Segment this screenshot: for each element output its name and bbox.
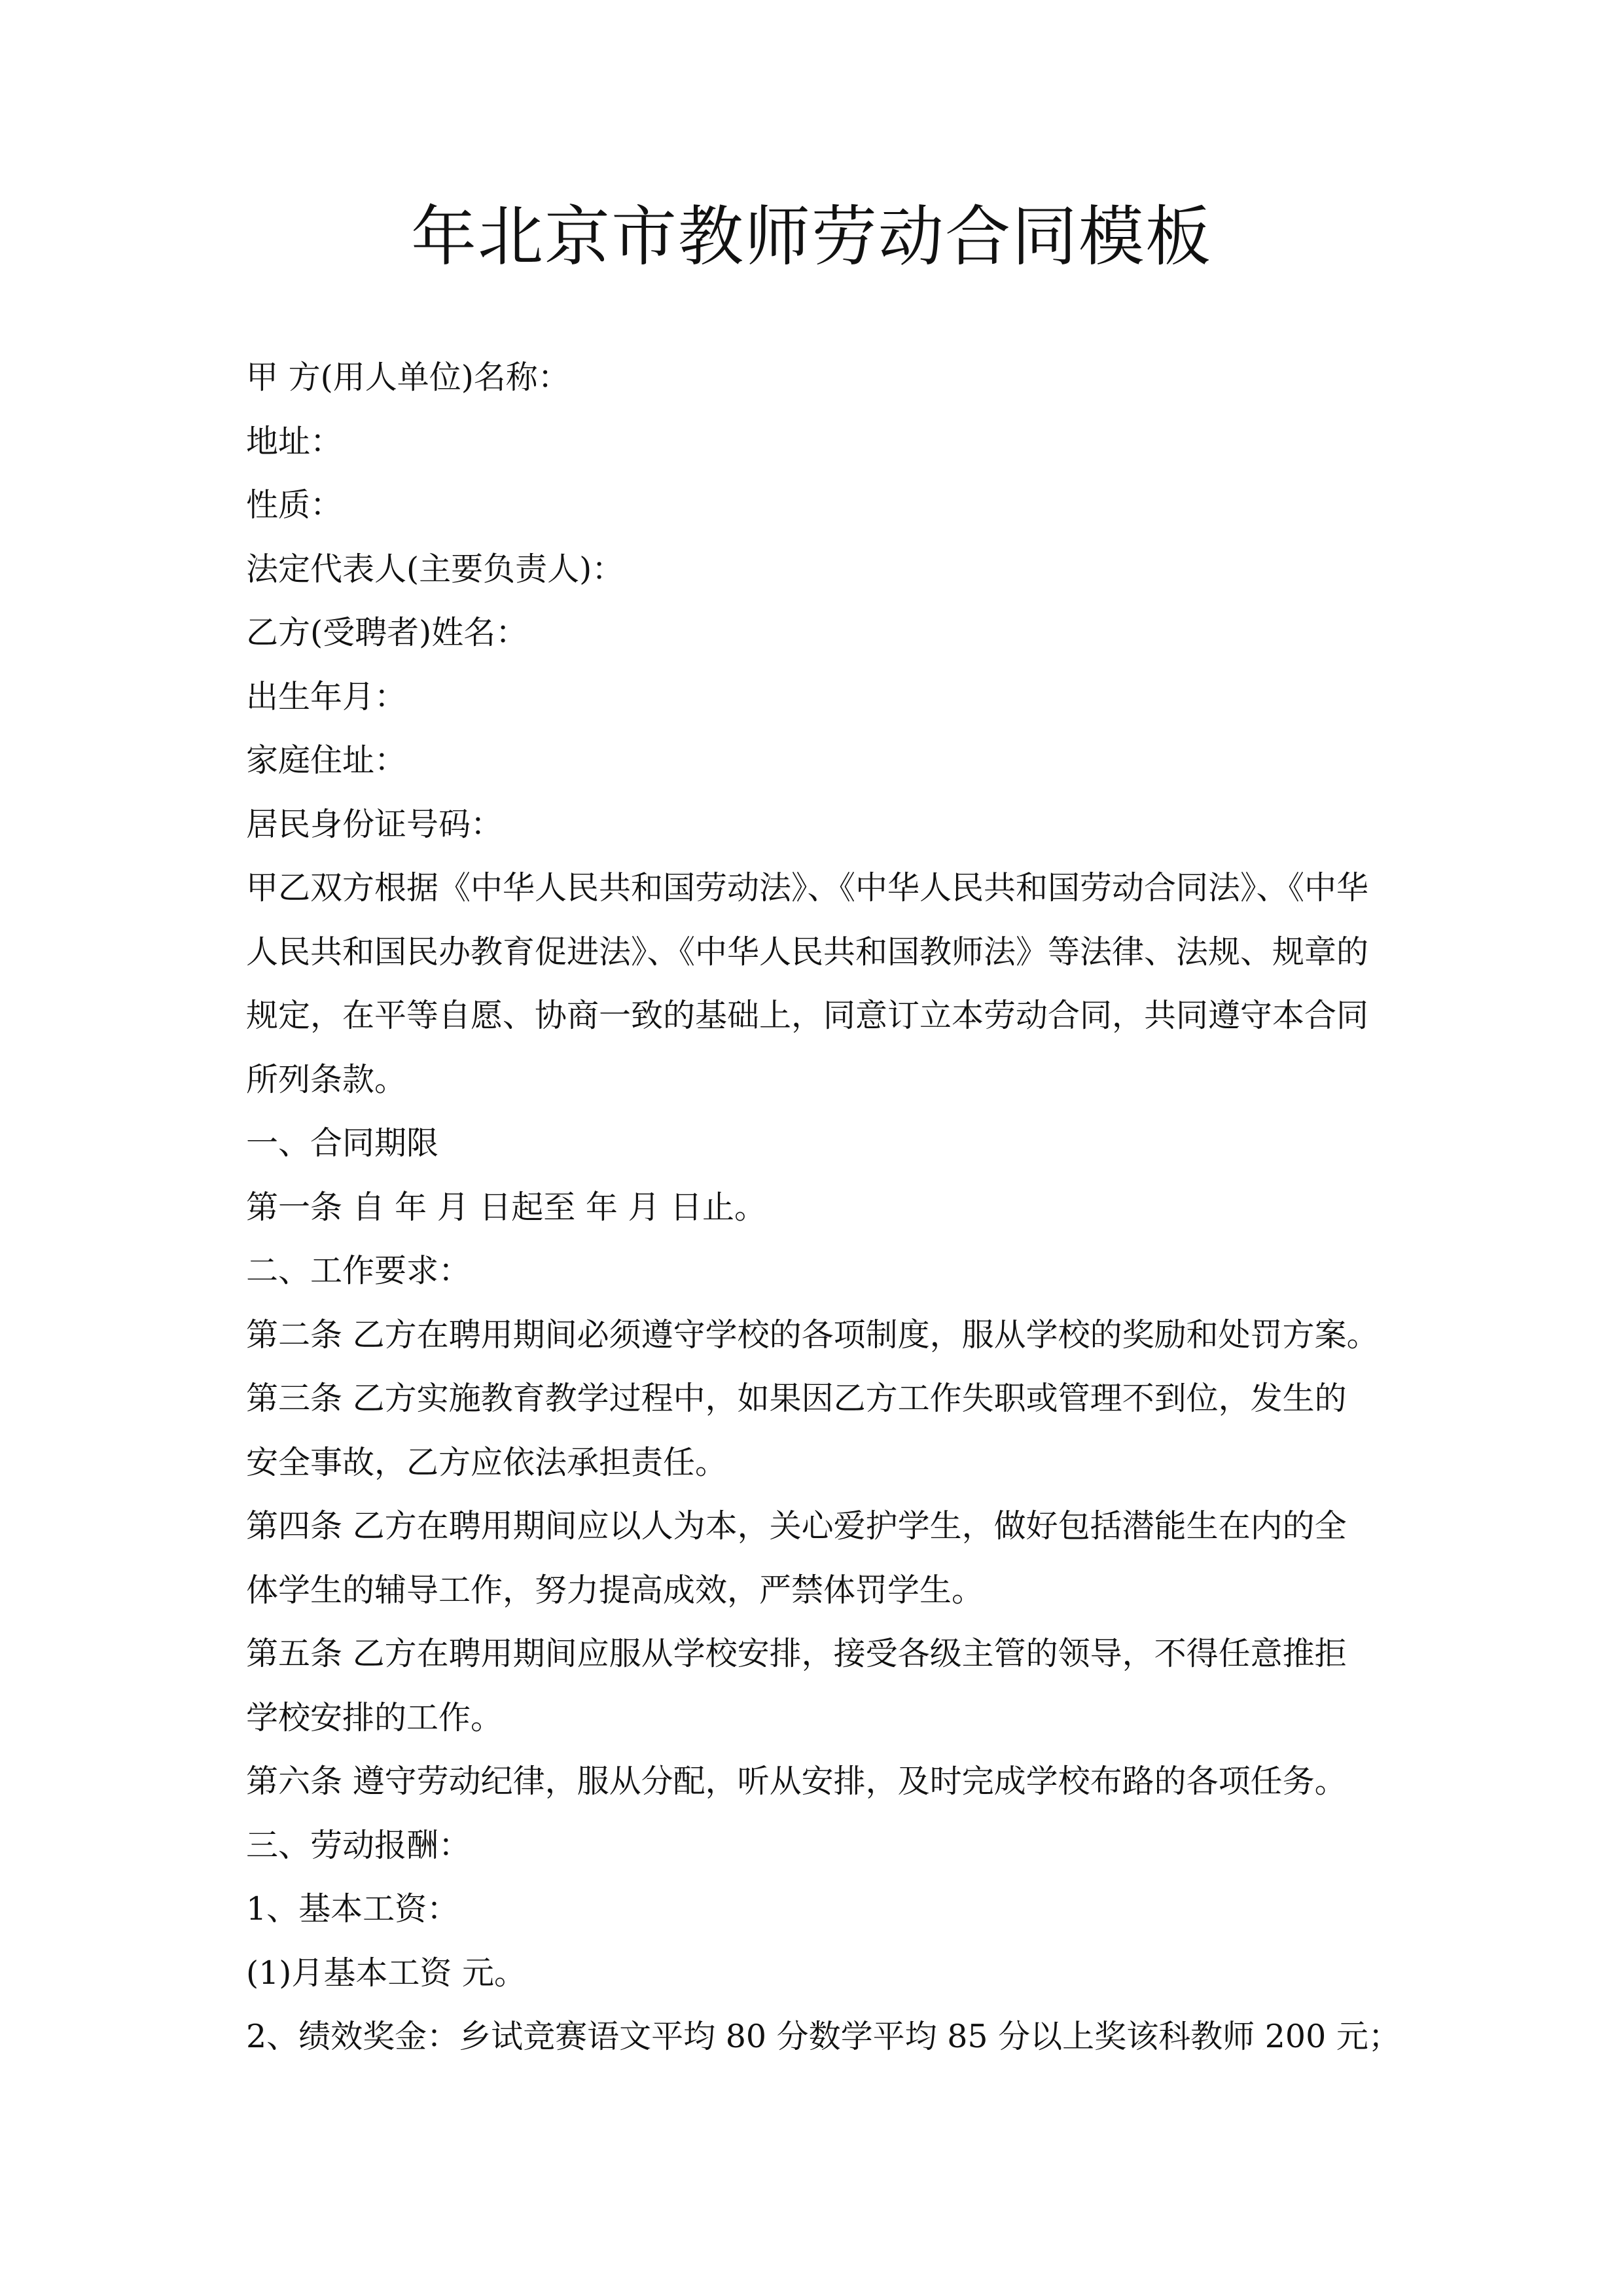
article-2: 第二条 乙方在聘用期间必须遵守学校的各项制度，服从学校的奖励和处罚方案。 bbox=[246, 1316, 1379, 1354]
party-b-name-field: 乙方(受聘者)姓名： bbox=[246, 614, 528, 651]
preamble-line: 规定，在平等自愿、协商一致的基础上，同意订立本劳动合同，共同遵守本合同 bbox=[246, 997, 1369, 1034]
id-number-field: 居民身份证号码： bbox=[246, 805, 503, 843]
nature-field: 性质： bbox=[246, 486, 343, 524]
document-title: 年北京市教师劳动合同模板 bbox=[411, 198, 1212, 275]
legal-representative-field: 法定代表人(主要负责人)： bbox=[246, 550, 624, 588]
basic-salary-heading: 1、基本工资： bbox=[246, 1890, 459, 1928]
article-5: 第五条 乙方在聘用期间应服从学校安排，接受各级主管的领导，不得任意推拒 bbox=[246, 1635, 1347, 1672]
preamble-line: 甲乙双方根据《中华人民共和国劳动法》、《中华人民共和国劳动合同法》、《中华 bbox=[246, 869, 1369, 906]
performance-bonus-item: 2、绩效奖金：乡试竞赛语文平均 80 分数学平均 85 分以上奖该科教师 200 元； bbox=[246, 2018, 1400, 2055]
article-3: 第三条 乙方实施教育教学过程中，如果因乙方工作失职或管理不到位，发生的 bbox=[246, 1380, 1347, 1417]
monthly-salary-item: (1)月基本工资 元。 bbox=[246, 1954, 526, 1992]
article-4: 体学生的辅导工作，努力提高成效，严禁体罚学生。 bbox=[246, 1571, 984, 1609]
preamble-line: 人民共和国民办教育促进法》、《中华人民共和国教师法》等法律、法规、规章的 bbox=[246, 933, 1369, 971]
section-heading: 二、工作要求： bbox=[246, 1252, 471, 1289]
document-body bbox=[246, 346, 1400, 2069]
preamble-line: 所列条款。 bbox=[246, 1060, 407, 1098]
section-heading: 三、劳动报酬： bbox=[246, 1826, 471, 1864]
birth-date-field: 出生年月： bbox=[246, 677, 407, 715]
article-6: 第六条 遵守劳动纪律，服从分配，听从安排，及时完成学校布路的各项任务。 bbox=[246, 1763, 1347, 1800]
article-5: 学校安排的工作。 bbox=[246, 1698, 503, 1736]
article-4: 第四条 乙方在聘用期间应以人为本，关心爱护学生，做好包括潜能生在内的全 bbox=[246, 1507, 1347, 1545]
party-a-name-field: 甲 方(用人单位)名称： bbox=[246, 359, 570, 396]
home-address-field: 家庭住址： bbox=[246, 742, 407, 779]
article-1: 第一条 自 年 月 日起至 年 月 日止。 bbox=[246, 1188, 767, 1226]
article-3: 安全事故，乙方应依法承担责任。 bbox=[246, 1443, 728, 1481]
address-field: 地址： bbox=[246, 422, 343, 460]
section-heading: 一、合同期限 bbox=[246, 1124, 439, 1162]
